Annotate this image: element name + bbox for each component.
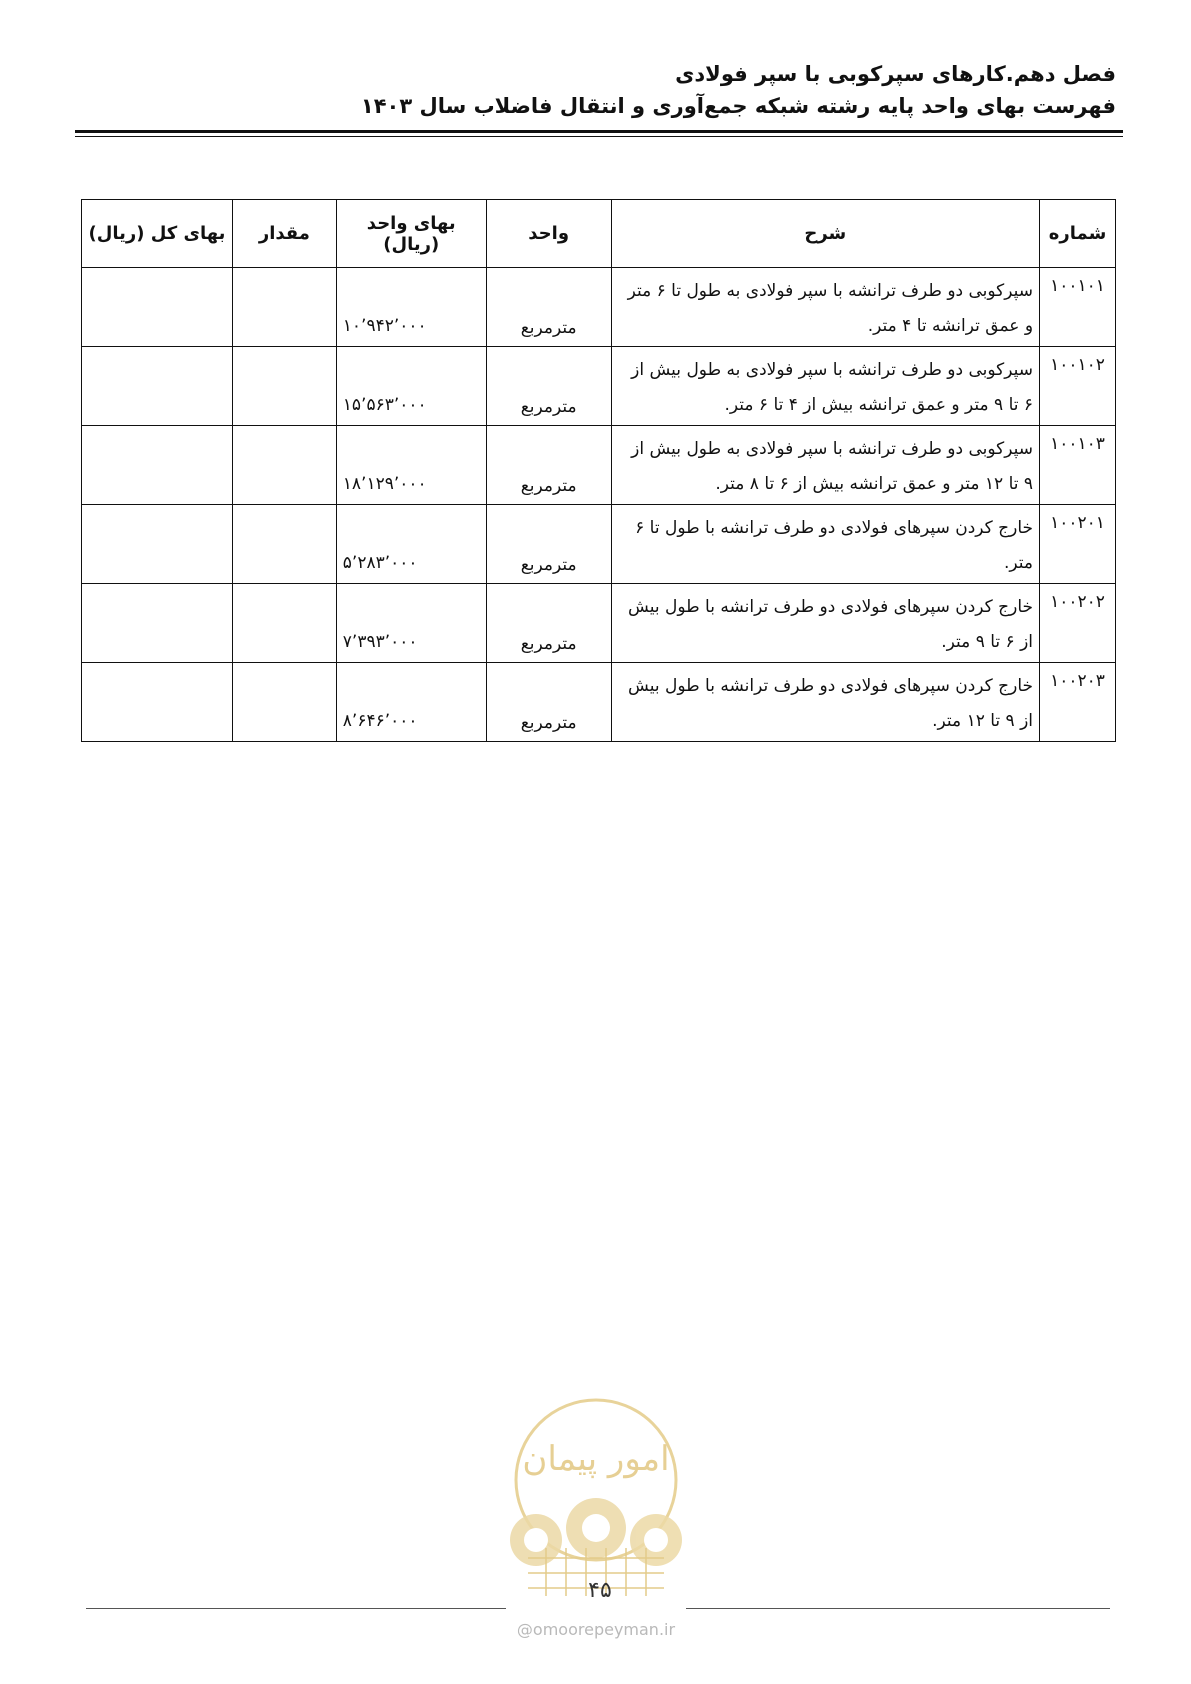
price-items-table <box>81 199 1116 742</box>
item-number: ۱۰۰۱۰۳ <box>1040 426 1116 505</box>
chapter-title: فصل دهم.کارهای سپرکوبی با سپر فولادی <box>675 62 1116 86</box>
item-unit: مترمربع <box>486 663 611 742</box>
item-unit: مترمربع <box>486 347 611 426</box>
website-url: @omoorepeyman.ir <box>516 1620 676 1639</box>
header-divider-thin <box>75 136 1123 137</box>
page-header <box>76 58 1116 122</box>
column-header-unit: واحد <box>486 200 611 268</box>
item-total-cell <box>82 505 233 584</box>
item-unit-price: ۱۸٬۱۲۹٬۰۰۰ <box>336 426 486 505</box>
item-quantity-cell <box>232 663 336 742</box>
footer-divider-left <box>86 1608 506 1609</box>
price-list-title: فهرست بهای واحد پایه رشته شبکه جمع‌آوری و انتقال فاضلاب سال ۱۴۰۳ <box>360 94 1116 118</box>
item-unit-price: ۷٬۳۹۳٬۰۰۰ <box>336 584 486 663</box>
watermark-logo <box>506 1398 686 1598</box>
item-unit: مترمربع <box>486 584 611 663</box>
item-number: ۱۰۰۲۰۳ <box>1040 663 1116 742</box>
item-number: ۱۰۰۱۰۲ <box>1040 347 1116 426</box>
column-header-number: شماره <box>1040 200 1116 268</box>
table-row <box>82 347 1116 426</box>
table-row <box>82 426 1116 505</box>
item-unit-price: ۱۵٬۵۶۳٬۰۰۰ <box>336 347 486 426</box>
item-number: ۱۰۰۲۰۱ <box>1040 505 1116 584</box>
item-unit-price: ۵٬۲۸۳٬۰۰۰ <box>336 505 486 584</box>
item-total-cell <box>82 663 233 742</box>
footer-divider-right <box>686 1608 1110 1609</box>
column-header-unit-price: بهای واحد (ریال) <box>336 200 486 268</box>
table-row <box>82 505 1116 584</box>
item-unit: مترمربع <box>486 268 611 347</box>
header-divider-thick <box>75 130 1123 133</box>
table-row <box>82 584 1116 663</box>
item-total-cell <box>82 347 233 426</box>
item-description: خارج کردن سپرهای فولادی دو طرف ترانشه با طول بیش از ۹ تا ۱۲ متر. <box>611 663 1039 742</box>
item-total-cell <box>82 268 233 347</box>
item-description: خارج کردن سپرهای فولادی دو طرف ترانشه با طول تا ۶ متر. <box>611 505 1039 584</box>
item-quantity-cell <box>232 426 336 505</box>
item-description: سپرکوبی دو طرف ترانشه با سپر فولادی به طول بیش از ۶ تا ۹ متر و عمق ترانشه بیش از ۴ تا ۶ متر. <box>611 347 1039 426</box>
item-number: ۱۰۰۱۰۱ <box>1040 268 1116 347</box>
page-number: ۴۵ <box>588 1578 612 1603</box>
item-quantity-cell <box>232 347 336 426</box>
item-quantity-cell <box>232 505 336 584</box>
item-total-cell <box>82 426 233 505</box>
item-unit-price: ۱۰٬۹۴۲٬۰۰۰ <box>336 268 486 347</box>
watermark-text: امور پیمان <box>522 1439 670 1479</box>
column-header-quantity: مقدار <box>232 200 336 268</box>
item-description: سپرکوبی دو طرف ترانشه با سپر فولادی به طول بیش از ۹ تا ۱۲ متر و عمق ترانشه بیش از ۶ تا ۸ متر. <box>611 426 1039 505</box>
item-number: ۱۰۰۲۰۲ <box>1040 584 1116 663</box>
column-header-total-price: بهای کل (ریال) <box>82 200 233 268</box>
table-row <box>82 663 1116 742</box>
item-unit: مترمربع <box>486 505 611 584</box>
table-header-row <box>82 200 1116 268</box>
item-description: خارج کردن سپرهای فولادی دو طرف ترانشه با طول بیش از ۶ تا ۹ متر. <box>611 584 1039 663</box>
column-header-description: شرح <box>611 200 1039 268</box>
item-unit: مترمربع <box>486 426 611 505</box>
item-description: سپرکوبی دو طرف ترانشه با سپر فولادی به طول تا ۶ متر و عمق ترانشه تا ۴ متر. <box>611 268 1039 347</box>
item-quantity-cell <box>232 268 336 347</box>
item-total-cell <box>82 584 233 663</box>
item-unit-price: ۸٬۶۴۶٬۰۰۰ <box>336 663 486 742</box>
item-quantity-cell <box>232 584 336 663</box>
table-row <box>82 268 1116 347</box>
